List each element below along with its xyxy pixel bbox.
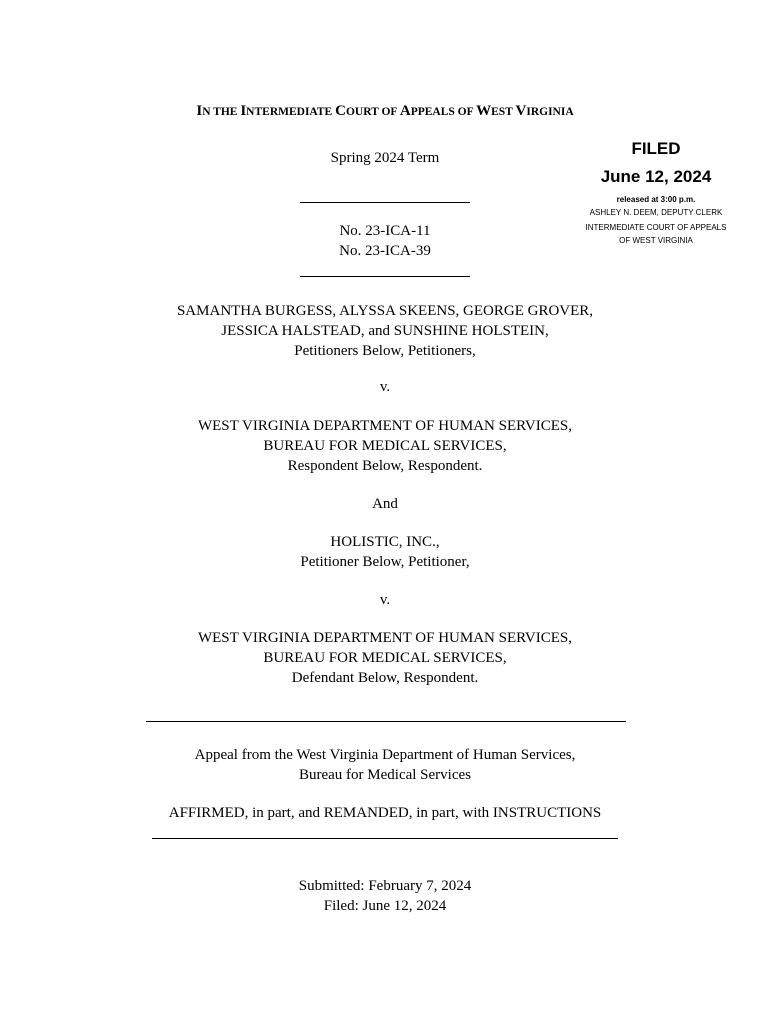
court-title-fragment: A [399, 103, 411, 119]
petitioner2-name: HOLISTIC, INC., [330, 534, 440, 550]
term: Spring 2024 Term [330, 150, 440, 166]
stamp-clerk: ASHLEY N. DEEM, DEPUTY CLERK [589, 208, 723, 217]
court-title-fragment: V [515, 103, 527, 119]
party-caption [0, 301, 770, 361]
petitioners-role: Petitioners Below, Petitioners, [294, 343, 476, 359]
appeal-line: Bureau for Medical Services [298, 767, 472, 783]
stamp-court: OF WEST VIRGINIA [619, 236, 693, 245]
respondent2-caption [0, 628, 770, 688]
divider [152, 838, 618, 839]
filed-date: Filed: June 12, 2024 [323, 898, 447, 914]
dates [0, 876, 770, 916]
stamp-released: released at 3:00 p.m. [616, 195, 696, 204]
stamp-date: June 12, 2024 [600, 167, 712, 186]
court-title-fragment: IRGINIA [526, 106, 574, 118]
respondent2-name: BUREAU FOR MEDICAL SERVICES, [263, 650, 507, 666]
and-separator: And [372, 496, 398, 512]
court-title-fragment: N THE [202, 106, 241, 118]
appeal-line: Appeal from the West Virginia Department of Human Services, [194, 747, 576, 763]
respondent-name: WEST VIRGINIA DEPARTMENT OF HUMAN SERVICES, [197, 418, 573, 434]
respondent-role: Respondent Below, Respondent. [287, 458, 483, 474]
respondent-name: BUREAU FOR MEDICAL SERVICES, [263, 438, 507, 454]
court-title-fragment: NTERMEDIATE [246, 106, 336, 118]
stamp-filed: FILED [631, 139, 681, 158]
appeal-origin [0, 745, 770, 785]
court-title-fragment: PPEALS OF [410, 106, 477, 118]
petitioners-names: SAMANTHA BURGESS, ALYSSA SKEENS, GEORGE GROVER, [176, 303, 594, 319]
court-title-fragment: W [476, 103, 492, 119]
disposition: AFFIRMED, in part, and REMANDED, in part, with INSTRUCTIONS [168, 805, 602, 821]
case-number: No. 23-ICA-11 [339, 223, 431, 239]
versus: v. [379, 592, 391, 608]
court-title-fragment: C [335, 103, 346, 119]
petitioners-names: JESSICA HALSTEAD, and SUNSHINE HOLSTEIN, [221, 323, 549, 339]
divider [300, 202, 470, 203]
divider [300, 276, 470, 277]
petitioner2-caption [0, 532, 770, 572]
respondent-caption [0, 416, 770, 476]
court-title-fragment: I [240, 103, 247, 119]
respondent2-name: WEST VIRGINIA DEPARTMENT OF HUMAN SERVICES, [197, 630, 573, 646]
petitioner2-role: Petitioner Below, Petitioner, [300, 554, 470, 570]
court-title [0, 103, 770, 120]
court-title-fragment: OURT OF [345, 106, 400, 118]
versus: v. [379, 379, 391, 395]
court-title-fragment: EST [491, 106, 516, 118]
submitted-date: Submitted: February 7, 2024 [298, 878, 472, 894]
divider [146, 721, 626, 722]
stamp-court: INTERMEDIATE COURT OF APPEALS [585, 223, 727, 232]
case-number: No. 23-ICA-39 [339, 243, 431, 259]
respondent2-role: Defendant Below, Respondent. [291, 670, 479, 686]
court-title-fragment: I [196, 103, 203, 119]
